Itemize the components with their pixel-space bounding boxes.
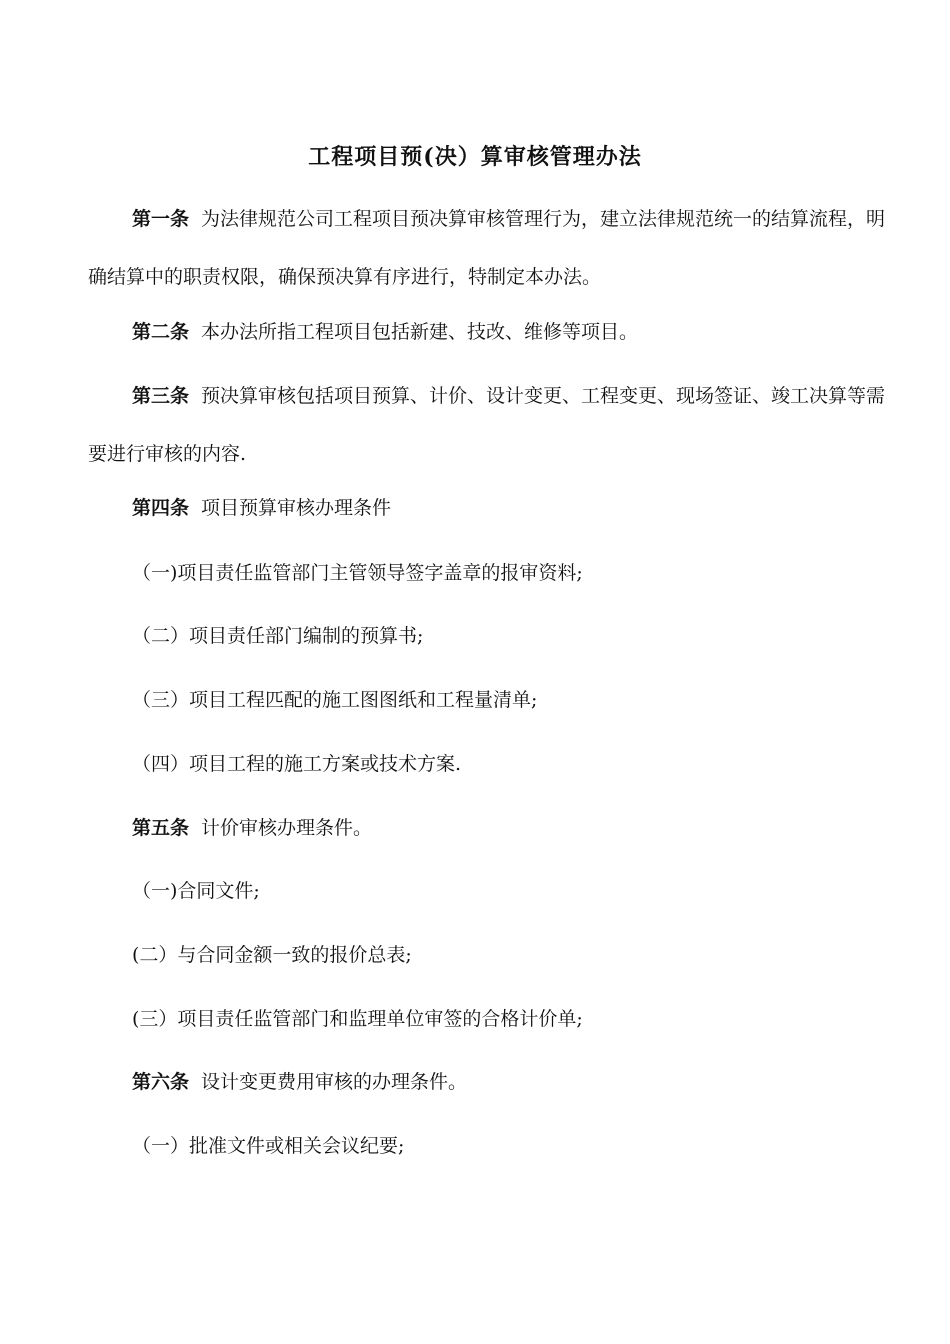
- article-number: 第六条: [132, 1071, 190, 1093]
- article-4: [88, 479, 888, 537]
- article-text: 项目预算审核办理条件: [201, 497, 392, 519]
- article-text: 本办法所指工程项目包括新建、技改、维修等项目。: [201, 321, 639, 343]
- article-1: [88, 190, 888, 306]
- article-number: 第二条: [132, 321, 190, 343]
- list-item: （三）项目工程匹配的施工图图纸和工程量清单;: [132, 689, 538, 711]
- list-item: (二）与合同金额一致的报价总表;: [132, 944, 412, 966]
- article-number: 第五条: [132, 817, 190, 839]
- list-item: （二）项目责任部门编制的预算书;: [132, 625, 424, 647]
- list-item: （一)项目责任监管部门主管领导签字盖章的报审资料;: [132, 562, 583, 584]
- list-item: （一）批准文件或相关会议纪要;: [132, 1135, 405, 1157]
- article-number: 第一条: [132, 208, 190, 230]
- article-text: 计价审核办理条件。: [201, 817, 373, 839]
- article-text: 预决算审核包括项目预算、计价、设计变更、工程变更、现场签证、竣工决算等需要进行审核的内容.: [88, 385, 886, 465]
- list-item: （四）项目工程的施工方案或技术方案.: [132, 753, 462, 775]
- article-6: [88, 1053, 888, 1111]
- list-item: (三）项目责任监管部门和监理单位审签的合格计价单;: [132, 1008, 583, 1030]
- document-title: 工程项目预(决）算审核管理办法: [308, 144, 642, 170]
- article-5: [88, 799, 888, 857]
- article-number: 第四条: [132, 497, 190, 519]
- article-text: 为法律规范公司工程项目预决算审核管理行为，建立法律规范统一的结算流程，明确结算中的职责权限，确保预决算有序进行，特制定本办法。: [88, 208, 886, 288]
- article-number: 第三条: [132, 385, 190, 407]
- article-3: [88, 367, 888, 483]
- list-item: （一)合同文件;: [132, 880, 260, 902]
- article-2: [88, 303, 888, 361]
- article-text: 设计变更费用审核的办理条件。: [201, 1071, 468, 1093]
